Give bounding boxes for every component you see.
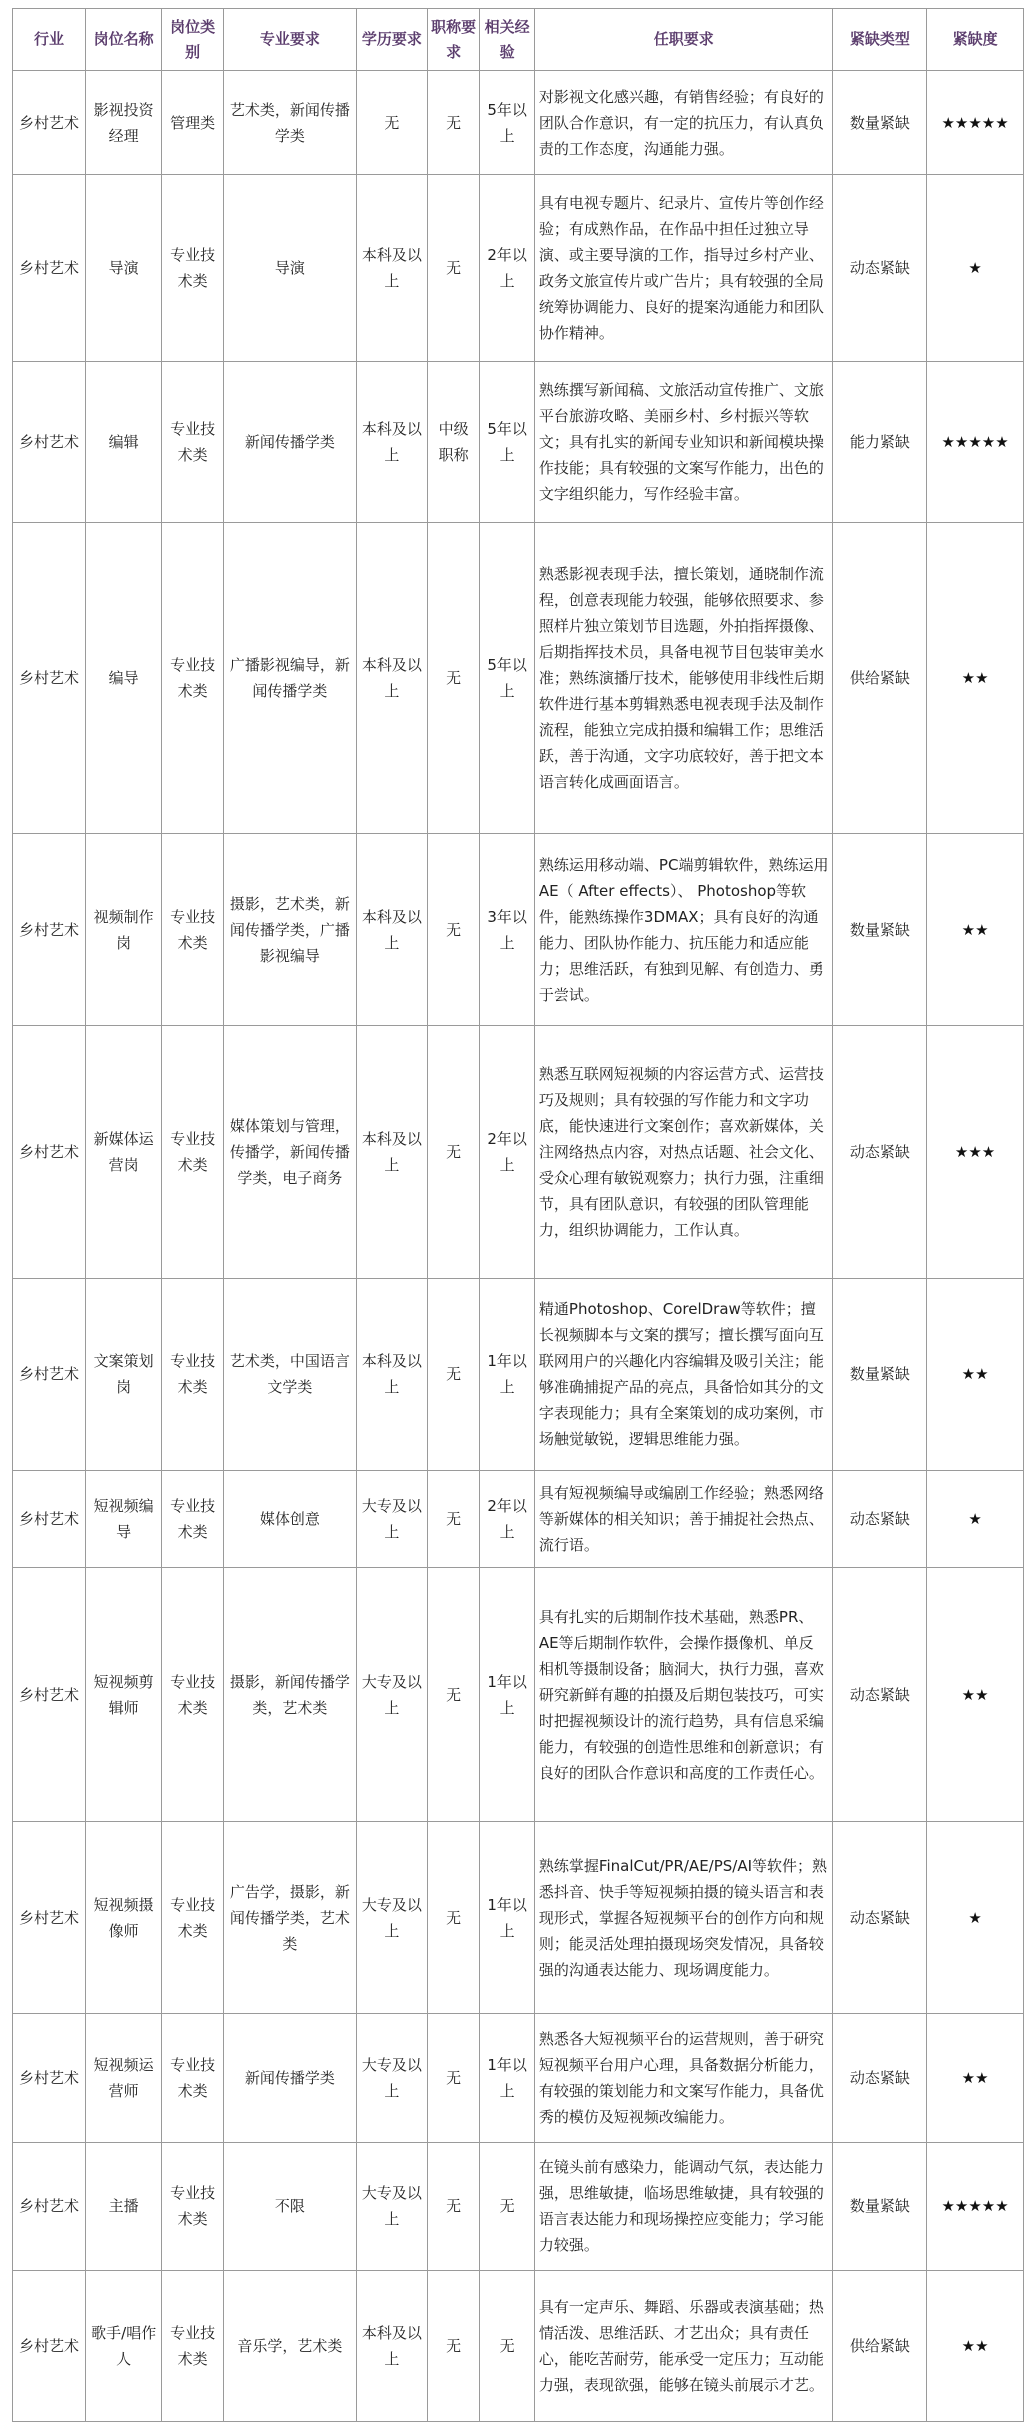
cell-major: 导演 [224,175,357,362]
cell-title-req: 无 [427,2014,480,2143]
cell-title-req: 无 [427,2142,480,2271]
cell-experience: 2年以上 [480,1026,535,1279]
cell-requirements: 精通Photoshop、CorelDraw等软件；擅长视频脚本与文案的撰写；擅长撰写面向互联网用户的兴趣化内容编辑及吸引关注；能够准确捕捉产品的亮点，具备恰如其分的文字表现能力；具有全案策划的成功案例，市场触觉敏锐，逻辑思维能力强。 [534,1279,833,1471]
cell-industry: 乡村艺术 [13,362,86,523]
cell-category: 专业技术类 [162,2271,224,2422]
star-icon: ★ [975,1365,989,1384]
cell-education: 本科及以上 [356,362,427,523]
cell-position: 短视频编导 [86,1470,162,1567]
cell-experience: 2年以上 [480,1470,535,1567]
cell-position: 新媒体运营岗 [86,1026,162,1279]
cell-education: 本科及以上 [356,2271,427,2422]
star-icon: ★ [961,2068,976,2087]
table-row [13,1470,1024,1567]
cell-requirements: 在镜头前有感染力，能调动气氛，表达能力强，思维敏捷，临场思维敏捷，具有较强的语言表达能力和现场操控应变能力；学习能力较强。 [534,2142,833,2271]
cell-position: 导演 [86,175,162,362]
cell-shortage-type: 供给紧缺 [833,2271,927,2422]
cell-education: 大专及以上 [356,2142,427,2271]
cell-requirements: 熟悉互联网短视频的内容运营方式、运营技巧及规则；具有较强的写作能力和文字功底，能快速进行文案创作；喜欢新媒体，关注网络热点内容，对热点话题、社会文化、受众心理有敏锐观察力；执行力强，注重细节，具有团队意识，有较强的团队管理能力，组织协调能力，工作认真。 [534,1026,833,1279]
cell-experience: 1年以上 [480,1568,535,1822]
cell-education: 无 [356,71,427,175]
cell-requirements: 熟悉影视表现手法，擅长策划，通晓制作流程，创意表现能力较强，能够依照要求、参照样片独立策划节目选题，外拍指挥摄像、后期指挥技术员，具备电视节目包装审美水准；熟练演播厅技术，能够使用非线性后期软件进行基本剪辑熟悉电视表现手法及制作流程，能独立完成拍摄和编辑工作；思维活跃，善于沟通，文字功底较好，善于把文本语言转化成画面语言。 [534,522,833,833]
star-icon: ★ [995,2197,1009,2216]
star-icon: ★ [975,920,989,939]
cell-requirements: 熟悉各大短视频平台的运营规则，善于研究短视频平台用户心理，具备数据分析能力，有较强的策划能力和文案写作能力，具备优秀的模仿及短视频改编能力。 [534,2014,833,2143]
cell-experience: 无 [480,2271,535,2422]
cell-position: 主播 [86,2142,162,2271]
cell-category: 专业技术类 [162,1026,224,1279]
cell-requirements: 熟练撰写新闻稿、文旅活动宣传推广、文旅平台旅游攻略、美丽乡村、乡村振兴等软文；具有扎实的新闻专业知识和新闻模块操作技能；具有较强的文案写作能力，出色的文字组织能力，写作经验丰富。 [534,362,833,523]
cell-shortage-level [927,1568,1024,1822]
star-icon: ★ [941,2197,955,2216]
star-icon: ★ [995,113,1009,132]
cell-education: 大专及以上 [356,2014,427,2143]
star-icon: ★ [941,113,955,132]
header-industry: 行业 [13,9,86,71]
cell-major: 摄影，新闻传播学类，艺术类 [224,1568,357,1822]
table-row [13,834,1024,1026]
cell-shortage-level [927,522,1024,833]
cell-shortage-level [927,2142,1024,2271]
cell-position: 歌手/唱作人 [86,2271,162,2422]
cell-category: 专业技术类 [162,175,224,362]
star-icon: ★ [954,2197,969,2216]
cell-title-req: 无 [427,175,480,362]
cell-major: 艺术类，中国语言文学类 [224,1279,357,1471]
cell-title-req: 无 [427,522,480,833]
cell-shortage-level [927,362,1024,523]
cell-industry: 乡村艺术 [13,2142,86,2271]
cell-title-req: 无 [427,1279,480,1471]
cell-education: 大专及以上 [356,1470,427,1567]
cell-major: 媒体策划与管理，传播学，新闻传播学类，电子商务 [224,1026,357,1279]
star-icon: ★ [941,433,955,452]
cell-shortage-type: 能力紧缺 [833,362,927,523]
cell-industry: 乡村艺术 [13,522,86,833]
star-icon: ★ [981,113,996,132]
cell-education: 本科及以上 [356,175,427,362]
table-row [13,71,1024,175]
star-icon: ★ [961,2337,976,2356]
table-row [13,2142,1024,2271]
cell-requirements: 具有短视频编导或编剧工作经验；熟悉网络等新媒体的相关知识；善于捕捉社会热点、流行语。 [534,1470,833,1567]
cell-education: 本科及以上 [356,834,427,1026]
cell-category: 专业技术类 [162,1822,224,2014]
cell-shortage-type: 数量紧缺 [833,834,927,1026]
cell-major: 艺术类，新闻传播学类 [224,71,357,175]
cell-shortage-level [927,1470,1024,1567]
cell-industry: 乡村艺术 [13,2014,86,2143]
star-icon: ★ [981,1143,996,1162]
header-position: 岗位名称 [86,9,162,71]
cell-major: 不限 [224,2142,357,2271]
cell-requirements: 熟练运用移动端、PC端剪辑软件，熟练运用AE（ After effects）、 Photoshop等软件，能熟练操作3DMAX；具有良好的沟通能力、团队协作能力、抗压能力和适应能力；思维活跃，有独到见解、有创造力、勇于尝试。 [534,834,833,1026]
cell-industry: 乡村艺术 [13,1470,86,1567]
cell-shortage-type: 数量紧缺 [833,1279,927,1471]
cell-industry: 乡村艺术 [13,834,86,1026]
cell-experience: 无 [480,2142,535,2271]
cell-category: 管理类 [162,71,224,175]
cell-major: 新闻传播学类 [224,2014,357,2143]
cell-education: 本科及以上 [356,1026,427,1279]
cell-major: 摄影，艺术类，新闻传播学类，广播影视编导 [224,834,357,1026]
cell-shortage-level [927,1279,1024,1471]
cell-position: 影视投资经理 [86,71,162,175]
cell-title-req: 无 [427,1568,480,1822]
cell-shortage-level [927,175,1024,362]
cell-title-req: 无 [427,2271,480,2422]
cell-industry: 乡村艺术 [13,1822,86,2014]
star-icon: ★ [961,920,976,939]
cell-title-req: 中级职称 [427,362,480,523]
cell-category: 专业技术类 [162,1568,224,1822]
header-category: 岗位类别 [162,9,224,71]
cell-shortage-type: 动态紧缺 [833,1026,927,1279]
cell-major: 广播影视编导，新闻传播学类 [224,522,357,833]
cell-shortage-level [927,2271,1024,2422]
cell-title-req: 无 [427,71,480,175]
cell-requirements: 具有扎实的后期制作技术基础，熟悉PR、AE等后期制作软件，会操作摄像机、单反相机等摄制设备；脑洞大，执行力强，喜欢研究新鲜有趣的拍摄及后期包装技巧，可实时把握视频设计的流行趋势，具有信息采编能力，有较强的创造性思维和创新意识；有良好的团队合作意识和高度的工作责任心。 [534,1568,833,1822]
cell-category: 专业技术类 [162,2014,224,2143]
cell-title-req: 无 [427,1026,480,1279]
cell-shortage-level [927,71,1024,175]
table-row [13,175,1024,362]
star-icon: ★ [954,1143,969,1162]
star-icon: ★ [968,259,982,278]
job-shortage-table [12,8,1024,2422]
cell-shortage-level [927,1822,1024,2014]
cell-experience: 5年以上 [480,522,535,833]
cell-education: 本科及以上 [356,1279,427,1471]
cell-shortage-type: 供给紧缺 [833,522,927,833]
cell-requirements: 具有一定声乐、舞蹈、乐器或表演基础；热情活泼、思维活跃、才艺出众；具有责任心，能吃苦耐劳，能承受一定压力；互动能力强，表现欲强，能够在镜头前展示才艺。 [534,2271,833,2422]
star-icon: ★ [975,1685,989,1704]
cell-requirements: 对影视文化感兴趣，有销售经验；有良好的团队合作意识，有一定的抗压力，有认真负责的工作态度，沟通能力强。 [534,71,833,175]
star-icon: ★ [975,669,989,688]
cell-shortage-level [927,1026,1024,1279]
cell-position: 文案策划岗 [86,1279,162,1471]
table-row [13,362,1024,523]
cell-experience: 3年以上 [480,834,535,1026]
header-shortage-type: 紧缺类型 [833,9,927,71]
cell-category: 专业技术类 [162,522,224,833]
star-icon: ★ [961,669,976,688]
cell-category: 专业技术类 [162,834,224,1026]
cell-shortage-level [927,2014,1024,2143]
table-row [13,522,1024,833]
cell-major: 媒体创意 [224,1470,357,1567]
cell-experience: 2年以上 [480,175,535,362]
cell-position: 短视频摄像师 [86,1822,162,2014]
table-row [13,2271,1024,2422]
star-icon: ★ [995,433,1009,452]
cell-position: 编辑 [86,362,162,523]
cell-major: 广告学，摄影，新闻传播学类，艺术类 [224,1822,357,2014]
cell-shortage-type: 动态紧缺 [833,2014,927,2143]
star-icon: ★ [981,433,996,452]
star-icon: ★ [968,1510,982,1529]
cell-shortage-type: 数量紧缺 [833,2142,927,2271]
star-icon: ★ [968,1143,982,1162]
star-icon: ★ [968,2197,982,2216]
cell-shortage-level [927,834,1024,1026]
table-row [13,1822,1024,2014]
cell-title-req: 无 [427,1822,480,2014]
cell-industry: 乡村艺术 [13,1279,86,1471]
cell-title-req: 无 [427,1470,480,1567]
cell-major: 音乐学，艺术类 [224,2271,357,2422]
table-row [13,1568,1024,1822]
star-icon: ★ [975,2337,989,2356]
header-row [13,9,1024,71]
table-row [13,1279,1024,1471]
table-row [13,1026,1024,1279]
star-icon: ★ [968,1908,982,1927]
cell-shortage-type: 动态紧缺 [833,175,927,362]
cell-experience: 1年以上 [480,1279,535,1471]
table-row [13,2014,1024,2143]
star-icon: ★ [975,2068,989,2087]
cell-requirements: 熟练掌握FinalCut/PR/AE/PS/AI等软件；熟悉抖音、快手等短视频拍摄的镜头语言和表现形式，掌握各短视频平台的创作方向和规则；能灵活处理拍摄现场突发情况，具备较强的沟通表达能力、现场调度能力。 [534,1822,833,2014]
star-icon: ★ [968,433,982,452]
cell-education: 大专及以上 [356,1568,427,1822]
cell-industry: 乡村艺术 [13,175,86,362]
cell-requirements: 具有电视专题片、纪录片、宣传片等创作经验；有成熟作品，在作品中担任过独立导演、或主要导演的工作，指导过乡村产业、政务文旅宣传片或广告片；具有较强的全局统筹协调能力、良好的提案沟通能力和团队协作精神。 [534,175,833,362]
cell-title-req: 无 [427,834,480,1026]
star-icon: ★ [961,1365,976,1384]
cell-industry: 乡村艺术 [13,1026,86,1279]
header-experience: 相关经验 [480,9,535,71]
star-icon: ★ [954,113,969,132]
cell-shortage-type: 动态紧缺 [833,1470,927,1567]
header-education: 学历要求 [356,9,427,71]
cell-shortage-type: 动态紧缺 [833,1568,927,1822]
cell-category: 专业技术类 [162,2142,224,2271]
cell-experience: 1年以上 [480,2014,535,2143]
star-icon: ★ [954,433,969,452]
cell-position: 编导 [86,522,162,833]
cell-category: 专业技术类 [162,1279,224,1471]
cell-industry: 乡村艺术 [13,2271,86,2422]
header-requirements: 任职要求 [534,9,833,71]
cell-category: 专业技术类 [162,1470,224,1567]
cell-experience: 5年以上 [480,71,535,175]
cell-shortage-type: 数量紧缺 [833,71,927,175]
star-icon: ★ [981,2197,996,2216]
cell-industry: 乡村艺术 [13,71,86,175]
cell-shortage-type: 动态紧缺 [833,1822,927,2014]
cell-position: 短视频剪辑师 [86,1568,162,1822]
cell-education: 大专及以上 [356,1822,427,2014]
star-icon: ★ [961,1685,976,1704]
header-title-req: 职称要求 [427,9,480,71]
cell-position: 视频制作岗 [86,834,162,1026]
cell-education: 本科及以上 [356,522,427,833]
cell-industry: 乡村艺术 [13,1568,86,1822]
cell-category: 专业技术类 [162,362,224,523]
cell-experience: 5年以上 [480,362,535,523]
header-shortage-level: 紧缺度 [927,9,1024,71]
star-icon: ★ [968,113,982,132]
header-major: 专业要求 [224,9,357,71]
cell-position: 短视频运营师 [86,2014,162,2143]
cell-experience: 1年以上 [480,1822,535,2014]
cell-major: 新闻传播学类 [224,362,357,523]
